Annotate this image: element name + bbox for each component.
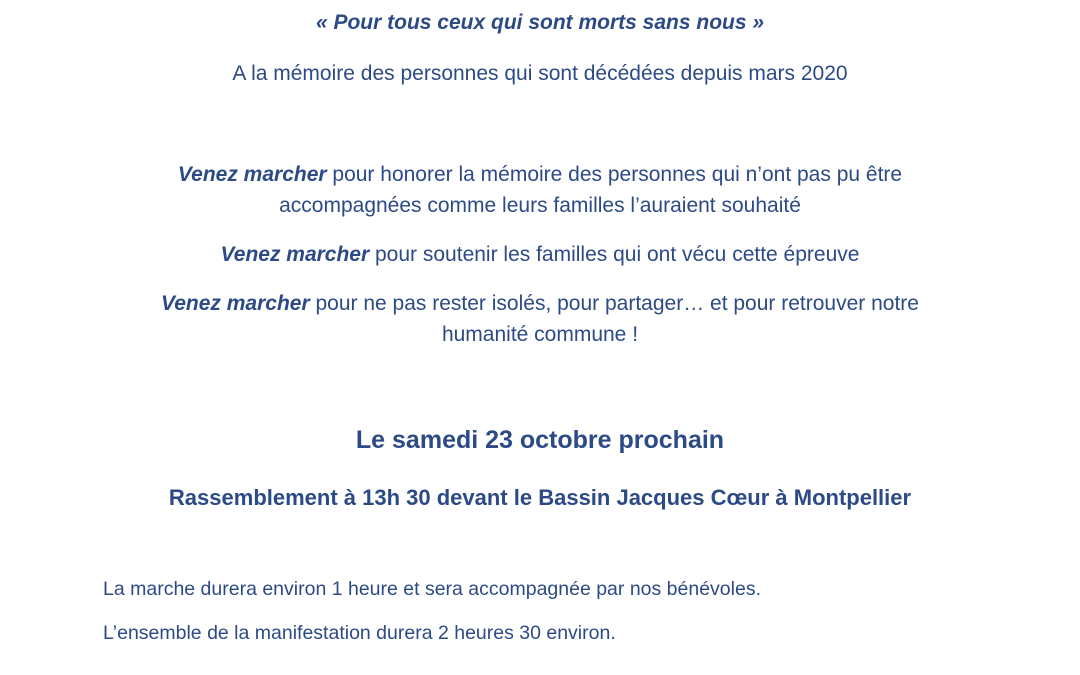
- detail-walk-duration: La marche durera environ 1 heure et sera accompagnée par nos bénévoles.: [103, 578, 761, 600]
- paragraph-support-lead: Venez marcher: [220, 243, 370, 266]
- paragraph-support-line: [0, 239, 1080, 270]
- memorial-subtitle: A la mémoire des personnes qui sont décédées depuis mars 2020: [232, 62, 848, 85]
- paragraph-honor-line2: accompagnées comme leurs familles l’auraient souhaité: [279, 194, 801, 217]
- meeting-point: Rassemblement à 13h 30 devant le Bassin Jacques Cœur à Montpellier: [168, 485, 912, 510]
- paragraph-honor-line1: [0, 159, 1080, 190]
- paragraph-support-text: pour soutenir les familles qui ont vécu cette épreuve: [369, 243, 860, 266]
- detail-event-duration: L’ensemble de la manifestation durera 2 heures 30 environ.: [103, 622, 616, 644]
- paragraph-honor-lead: Venez marcher: [177, 163, 327, 186]
- event-date: Le samedi 23 octobre prochain: [355, 426, 725, 454]
- paragraph-share-lead: Venez marcher: [161, 292, 310, 315]
- paragraph-share-text: pour ne pas rester isolés, pour partager… et pour retrouver notre: [309, 292, 919, 315]
- paragraph-share-line1: [0, 288, 1080, 319]
- paragraph-honor-text: pour honorer la mémoire des personnes qui n’ont pas pu être: [326, 163, 903, 186]
- quote-title: « Pour tous ceux qui sont morts sans nous »: [315, 11, 765, 34]
- paragraph-share-line2: humanité commune !: [441, 323, 639, 346]
